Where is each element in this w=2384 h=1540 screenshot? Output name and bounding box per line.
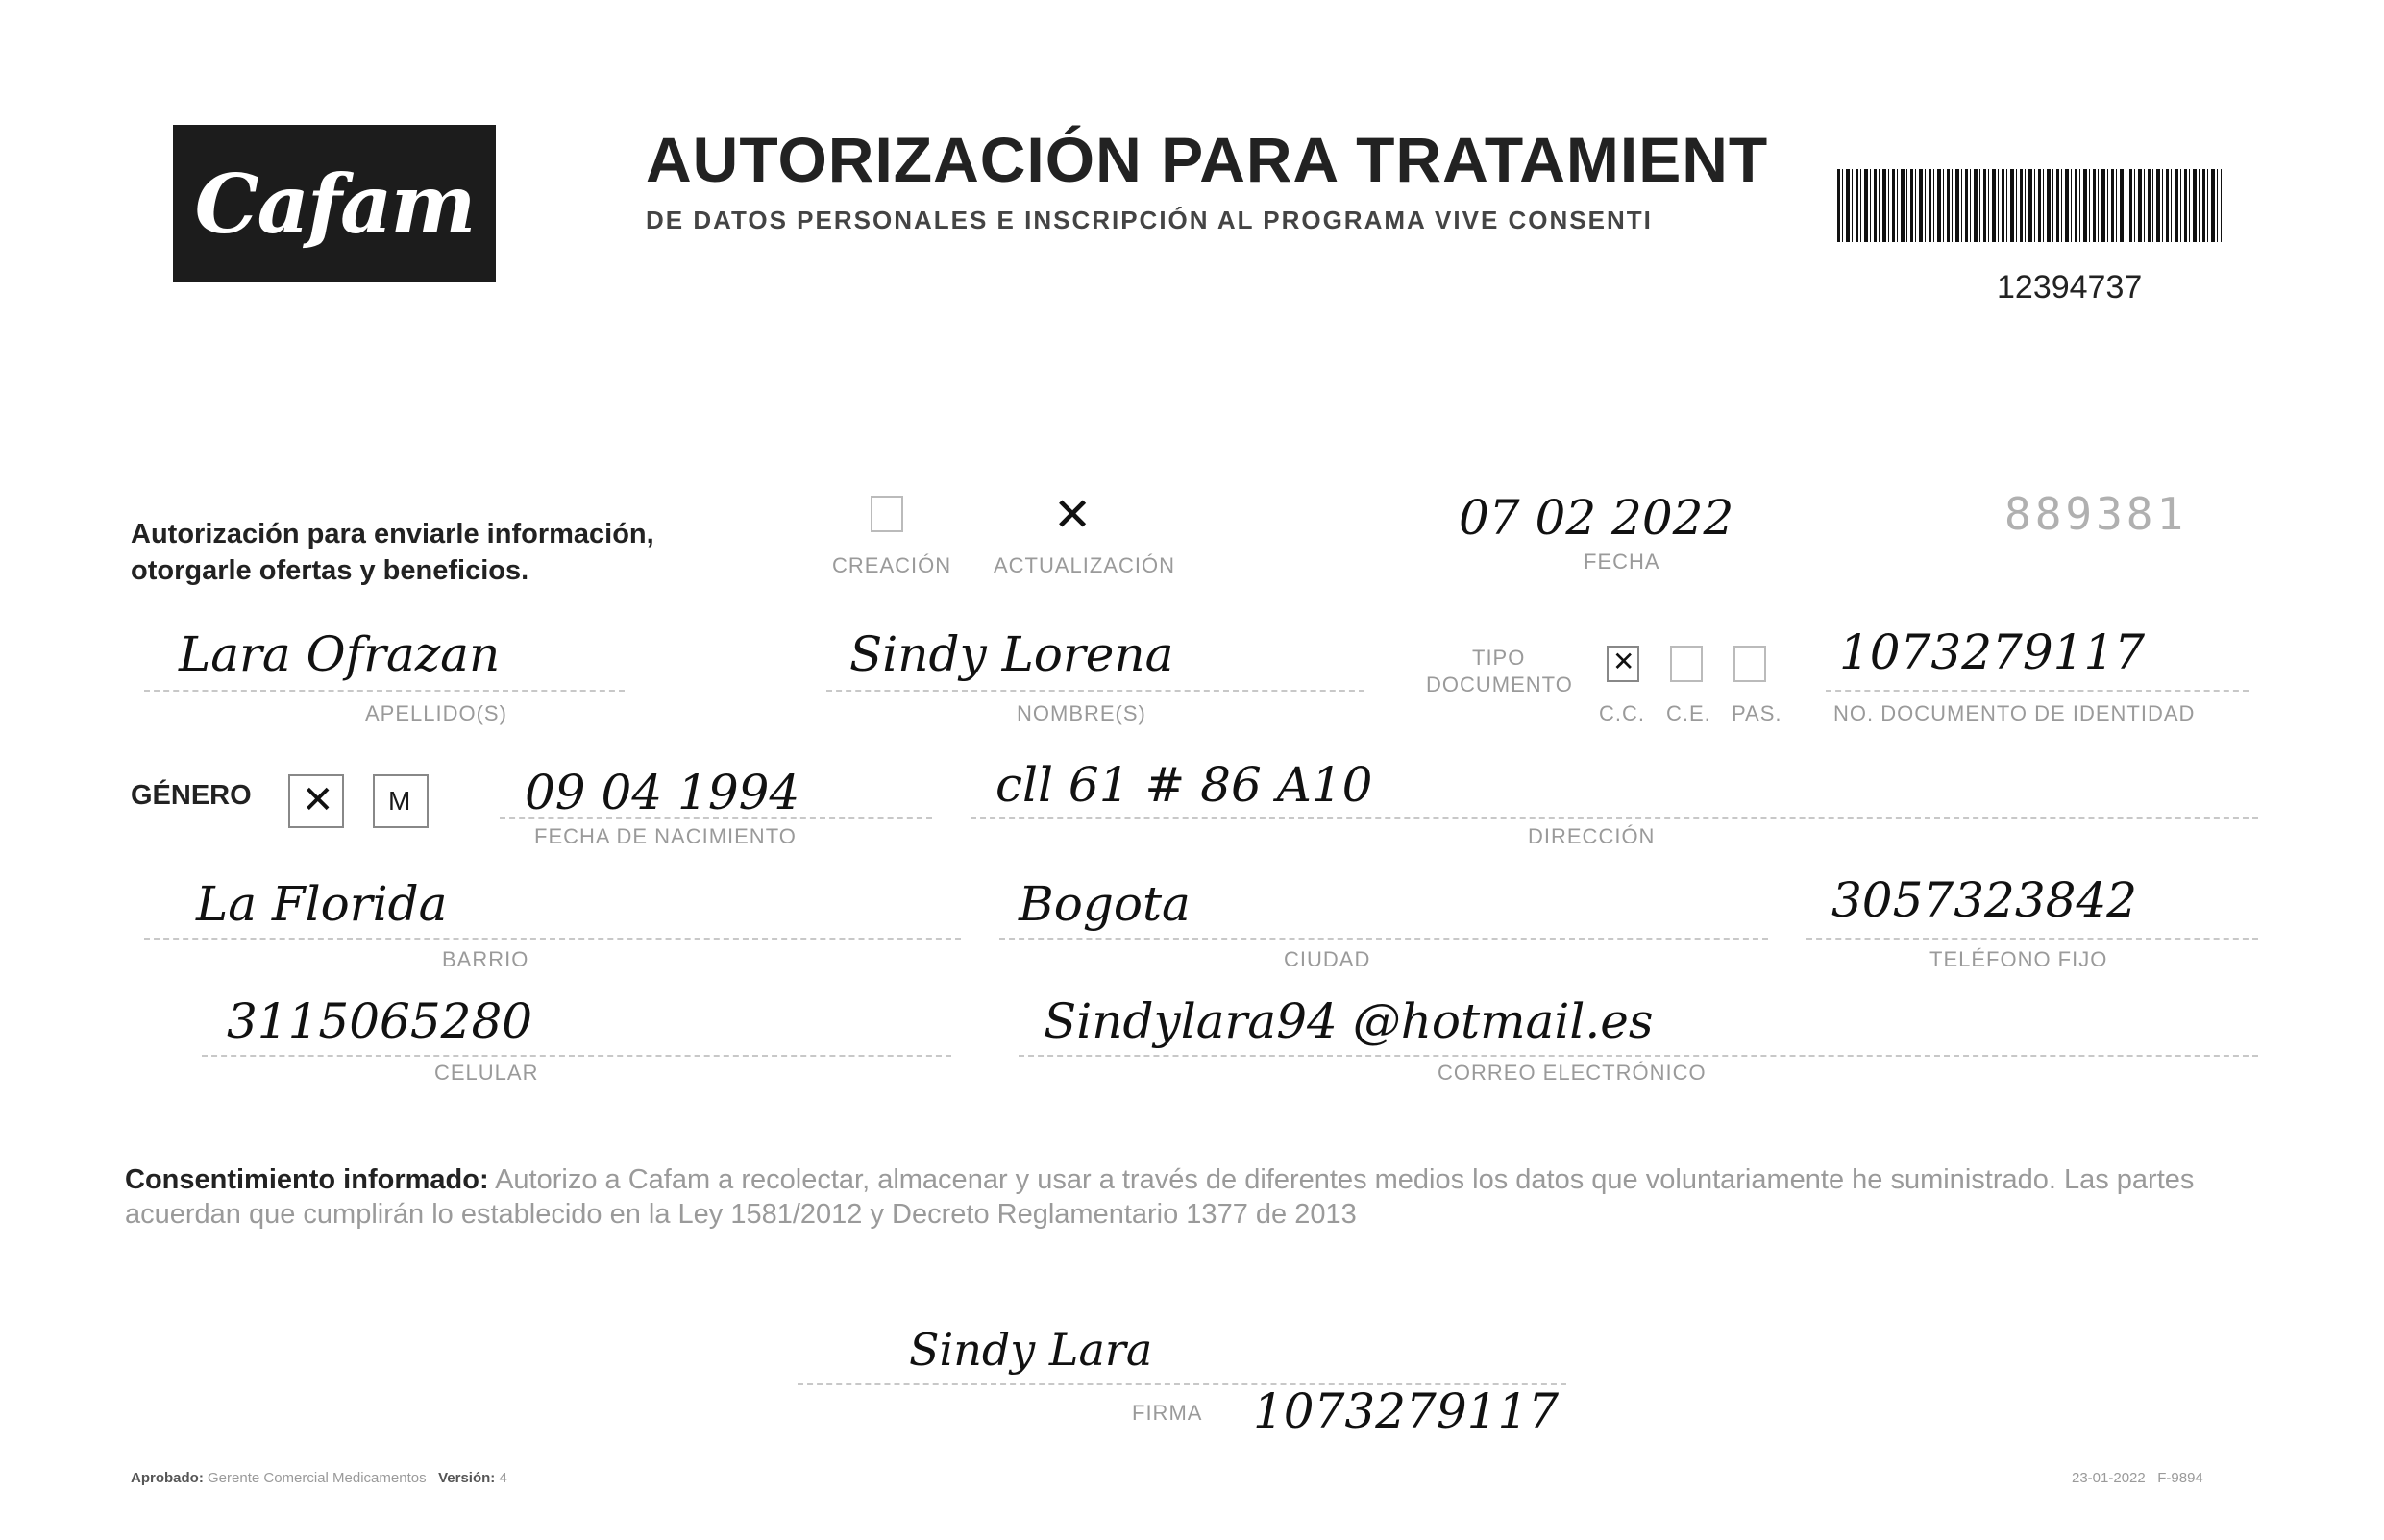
- ce-checkbox[interactable]: [1670, 646, 1703, 682]
- actualizacion-label: ACTUALIZACIÓN: [994, 553, 1176, 577]
- direccion-line: [971, 817, 2258, 819]
- signature: Sindy Lara: [909, 1324, 1153, 1376]
- cc-checkbox[interactable]: [1607, 646, 1639, 682]
- genero-f-mark: ✕: [302, 778, 334, 822]
- celular-label: CELULAR: [434, 1061, 539, 1085]
- actualizacion-mark[interactable]: ✕: [1053, 488, 1093, 542]
- correo-line: [1019, 1055, 2258, 1057]
- celular-value: 3115065280: [227, 993, 533, 1049]
- tipo-label: TIPO: [1472, 646, 1526, 670]
- correo-value: Sindylara94 @hotmail.es: [1044, 993, 1654, 1049]
- fecha-value: 07 02 2022: [1459, 490, 1734, 546]
- nacimiento-value: 09 04 1994: [525, 765, 800, 820]
- intro-text-line1: Autorización para enviarle información,: [131, 519, 654, 550]
- creacion-checkbox[interactable]: [871, 496, 903, 532]
- firma-label: FIRMA: [1132, 1401, 1203, 1425]
- telefono-value: 3057323842: [1831, 872, 2138, 928]
- nombres-value: Sindy Lorena: [849, 626, 1174, 682]
- footer-right: [2072, 1470, 2203, 1486]
- genero-f-box[interactable]: [288, 774, 344, 828]
- form-number: 889381: [2004, 488, 2188, 540]
- form-title: AUTORIZACIÓN PARA TRATAMIENT: [646, 124, 1769, 195]
- intro-text-line2: otorgarle ofertas y beneficios.: [131, 555, 529, 586]
- logo-text: Cafam: [194, 156, 475, 252]
- cc-label: C.C.: [1599, 701, 1645, 725]
- version-value: 4: [499, 1470, 507, 1486]
- telefono-line: [1806, 938, 2258, 940]
- pas-label: PAS.: [1732, 701, 1782, 725]
- correo-label: CORREO ELECTRÓNICO: [1438, 1061, 1707, 1085]
- consent-paragraph: [125, 1162, 2258, 1232]
- telefono-label: TELÉFONO FIJO: [1929, 947, 2108, 971]
- version-label: Versión:: [438, 1470, 496, 1486]
- footer-date: 23-01-2022: [2072, 1470, 2146, 1486]
- nombres-label: NOMBRE(S): [1017, 701, 1146, 725]
- celular-line: [202, 1055, 951, 1057]
- apellidos-value: Lara Ofrazan: [179, 626, 501, 682]
- barcode: [1837, 169, 2222, 242]
- genero-m-label: M: [388, 786, 411, 816]
- nombres-line: [826, 690, 1364, 692]
- nacimiento-label: FECHA DE NACIMIENTO: [534, 824, 797, 848]
- aprobado-value: Gerente Comercial Medicamentos: [208, 1470, 427, 1486]
- pas-checkbox[interactable]: [1733, 646, 1766, 682]
- barrio-label: BARRIO: [442, 947, 529, 971]
- footer-code: F-9894: [2157, 1470, 2203, 1486]
- documento-label: NO. DOCUMENTO DE IDENTIDAD: [1833, 701, 2196, 725]
- ciudad-value: Bogota: [1019, 876, 1191, 932]
- ciudad-line: [999, 938, 1768, 940]
- documento-tipo-label: DOCUMENTO: [1426, 672, 1573, 697]
- creacion-label: CREACIÓN: [832, 553, 952, 577]
- fecha-label: FECHA: [1584, 550, 1660, 574]
- cafam-logo: [173, 125, 496, 282]
- documento-value: 1073279117: [1839, 624, 2146, 680]
- direccion-value: cll 61 # 86 A10: [995, 757, 1373, 813]
- form-subtitle: DE DATOS PERSONALES E INSCRIPCIÓN AL PROGRAMA VIVE CONSENTI: [646, 206, 1653, 234]
- documento-line: [1826, 690, 2249, 692]
- apellidos-label: APELLIDO(S): [365, 701, 507, 725]
- ce-label: C.E.: [1666, 701, 1711, 725]
- genero-m-box[interactable]: [373, 774, 429, 828]
- nacimiento-line: [500, 817, 932, 819]
- barrio-line: [144, 938, 961, 940]
- direccion-label: DIRECCIÓN: [1528, 824, 1656, 848]
- ciudad-label: CIUDAD: [1284, 947, 1371, 971]
- genero-label: GÉNERO: [131, 780, 252, 811]
- barrio-value: La Florida: [196, 876, 448, 932]
- apellidos-line: [144, 690, 625, 692]
- footer-aprobado: [131, 1470, 507, 1486]
- firma-number: 1073279117: [1253, 1383, 1560, 1439]
- consent-text: Autorizo a Cafam a recolectar, almacenar y usar a través de diferentes medios los datos que voluntariamente he suministrado. Las partes acuerdan que cumplirán lo establecido en la Ley 1581/2012 y Decreto Reglamentario 1377 de 2013: [125, 1164, 2195, 1230]
- aprobado-label: Aprobado:: [131, 1470, 204, 1486]
- consent-heading: Consentimiento informado:: [125, 1164, 489, 1195]
- barcode-number: 12394737: [1997, 269, 2143, 306]
